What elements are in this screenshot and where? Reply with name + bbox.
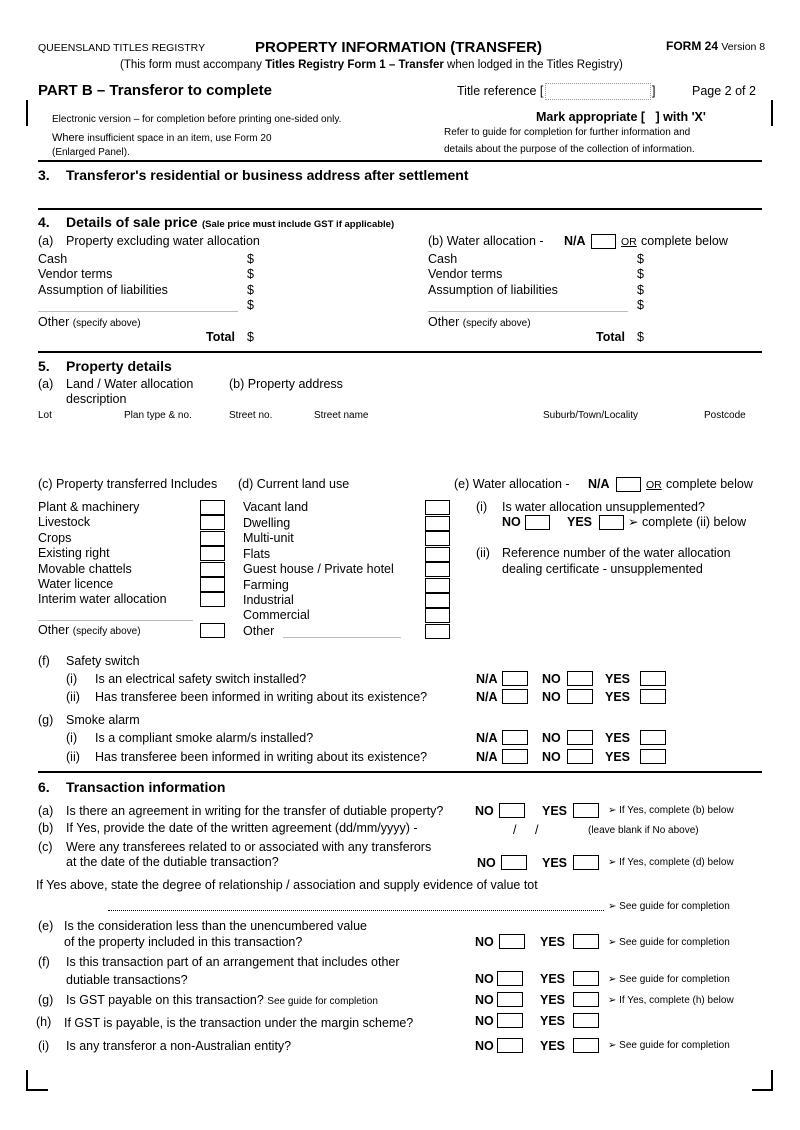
s6h-text: If GST is payable, is the transaction under the margin scheme? [64, 1016, 414, 1030]
s5e-ii-label: (ii) [476, 546, 490, 560]
s5c-item: Existing right [38, 546, 110, 560]
mark-instruction [536, 111, 706, 124]
s4b-specify: (specify above) [462, 318, 531, 329]
s5g-ii-no-label: NO [542, 750, 561, 764]
s4b-or: OR [621, 236, 637, 248]
s6h-no-checkbox[interactable] [497, 1013, 523, 1028]
s4b-complete: complete below [641, 234, 728, 248]
title-reference-label: Title reference [ [457, 84, 544, 98]
subtitle-bold: Titles Registry Form 1 – Transfer [265, 59, 444, 71]
s6b-slash-1: / [513, 823, 517, 837]
section-4-note: (Sale price must include GST if applicable) [201, 219, 395, 230]
s6g-yes-label: YES [540, 993, 566, 1007]
s5c-checkbox[interactable] [200, 500, 225, 515]
s6i-label: (i) [38, 1039, 50, 1053]
s5c-checkbox[interactable] [200, 577, 225, 592]
s5d-checkbox[interactable] [425, 624, 450, 639]
s4a-assumption-dollar: $ [247, 283, 254, 297]
s5e-yes-checkbox[interactable] [599, 515, 624, 530]
s5g-ii-yes-checkbox[interactable] [640, 749, 666, 764]
s5d-item: Flats [243, 547, 271, 561]
s5c-item: Movable chattels [38, 562, 132, 576]
s4a-other-dollar: $ [247, 298, 254, 312]
s5c-checkbox[interactable] [200, 592, 225, 607]
s4b-na: N/A [564, 234, 586, 248]
s5c-item: Water licence [38, 577, 114, 591]
s5g-title: Smoke alarm [66, 713, 140, 727]
divider [38, 160, 762, 162]
s5e-no-checkbox[interactable] [525, 515, 550, 530]
form-subtitle [120, 60, 623, 72]
s6i-no-checkbox[interactable] [497, 1038, 523, 1053]
s6c-label: (c) [38, 840, 53, 854]
divider [38, 351, 762, 353]
s5f-ii-na-label: N/A [476, 690, 498, 704]
s6a-yes-label: YES [542, 804, 568, 818]
s4b-cash-dollar: $ [637, 252, 644, 266]
s5g-ii-no-checkbox[interactable] [567, 749, 593, 764]
guide-note-1: Refer to guide for completion for further information and [444, 127, 691, 138]
col-street-name: Street name [314, 410, 369, 421]
s6g-note: ➢ If Yes, complete (h) below [608, 995, 734, 1006]
divider [38, 771, 762, 773]
s6b-text: If Yes, provide the date of the written agreement (dd/mm/yyyy) - [66, 821, 418, 835]
s4b-other-label [428, 316, 531, 329]
s4b-total-dollar: $ [637, 330, 644, 344]
s5c-specify: (specify above) [72, 626, 141, 637]
s5d-checkbox[interactable] [425, 516, 450, 531]
s6c-note: ➢ If Yes, complete (d) below [608, 857, 734, 868]
s5d-item: Other [243, 624, 275, 638]
s5c-checkbox[interactable] [200, 562, 225, 577]
s5f-i-no-label: NO [542, 672, 561, 686]
s6e-no-label: NO [475, 935, 494, 949]
s5e-na: N/A [588, 477, 610, 491]
s5g-ii-na-label: N/A [476, 750, 498, 764]
s6f-no-label: NO [475, 972, 494, 986]
s5c-checkbox[interactable] [200, 515, 225, 530]
part-heading: PART B – Transferor to complete [38, 82, 272, 99]
s6a-no-checkbox[interactable] [499, 803, 525, 818]
s6h-yes-checkbox[interactable] [573, 1013, 599, 1028]
s5g-ii-label: (ii) [66, 750, 80, 764]
section-5-title: Property details [66, 358, 172, 374]
s5g-ii-na-checkbox[interactable] [502, 749, 528, 764]
s4a-vendor-dollar: $ [247, 267, 254, 281]
s5f-ii-na-checkbox[interactable] [502, 689, 528, 704]
s4b-other-word: Other [428, 315, 460, 329]
s4b-na-checkbox[interactable] [591, 234, 616, 249]
mark-open: Mark appropriate [ [536, 110, 646, 124]
s6b-slash-2: / [535, 823, 539, 837]
s5f-i-na-checkbox[interactable] [502, 671, 528, 686]
s6e-yes-checkbox[interactable] [573, 934, 599, 949]
s5a-text-1: Land / Water allocation [66, 377, 194, 391]
s5d-item: Farming [243, 578, 289, 592]
registry-name: QUEENSLAND TITLES REGISTRY [38, 42, 206, 54]
s6a-label: (a) [38, 804, 54, 818]
s6g-no-checkbox[interactable] [497, 992, 523, 1007]
where-word: Where [52, 132, 85, 144]
section-4-heading [66, 215, 394, 231]
s6a-yes-checkbox[interactable] [573, 803, 599, 818]
s6g-no-label: NO [475, 993, 494, 1007]
s5b-label: (b) Property address [229, 377, 343, 391]
title-reference-close: ] [652, 84, 656, 98]
s5d-item: Commercial [243, 608, 310, 622]
s5e-ii-text-2: dealing certificate - unsupplemented [502, 562, 703, 576]
s6b-note: (leave blank if No above) [588, 825, 699, 836]
s6c-no-label: NO [477, 856, 496, 870]
corner-mark-bottom-left [26, 1070, 50, 1094]
s6i-yes-checkbox[interactable] [573, 1038, 599, 1053]
s4a-label: (a) [38, 234, 54, 248]
mark-close: ] with 'X' [655, 110, 706, 124]
s5c-item: Interim water allocation [38, 592, 167, 606]
s5f-i-no-checkbox[interactable] [567, 671, 593, 686]
s4a-other-word: Other [38, 315, 70, 329]
section-5-number: 5. [38, 358, 50, 374]
s5e-i-label: (i) [476, 500, 488, 514]
subtitle-post: when lodged in the Titles Registry) [443, 59, 623, 71]
s5c-other-checkbox[interactable] [200, 623, 225, 638]
s6a-no-label: NO [475, 804, 494, 818]
s5d-other-underline [283, 637, 401, 638]
s6d-note: ➢ See guide for completion [608, 901, 730, 912]
s4b-label: (b) Water allocation - [428, 234, 544, 248]
s6c-text-1: Were any transferees related to or associated with any transferors [66, 840, 432, 854]
col-lot: Lot [38, 410, 52, 421]
form-version: Version 8 [721, 41, 766, 53]
s5g-i-label: (i) [66, 731, 78, 745]
s4b-assumption-dollar: $ [637, 283, 644, 297]
s6h-label: (h) [36, 1015, 52, 1029]
s6g-question: Is GST payable on this transaction? [66, 993, 264, 1007]
s6f-text-1: Is this transaction part of an arrangement that includes other [66, 955, 400, 969]
s6f-text-2: dutiable transactions? [66, 973, 188, 987]
s5f-ii-yes-checkbox[interactable] [640, 689, 666, 704]
subtitle-pre: (This form must accompany [120, 59, 266, 71]
s5g-i-yes-checkbox[interactable] [640, 730, 666, 745]
insufficient-text: insufficient space in an item, use Form 20 [87, 133, 272, 144]
s5e-complete: complete below [666, 477, 753, 491]
s4a-cash-label: Cash [38, 252, 68, 266]
s5d-checkbox[interactable] [425, 531, 450, 546]
s6g-label: (g) [38, 993, 54, 1007]
s6e-no-checkbox[interactable] [499, 934, 525, 949]
s6f-no-checkbox[interactable] [497, 971, 523, 986]
s5d-checkbox[interactable] [425, 608, 450, 623]
s6a-note: ➢ If Yes, complete (b) below [608, 805, 734, 816]
electronic-note: Electronic version – for completion before printing one-sided only. [52, 114, 342, 125]
s5g-i-na-label: N/A [476, 731, 498, 745]
s6e-yes-label: YES [540, 935, 566, 949]
s6h-yes-label: YES [540, 1014, 566, 1028]
s6c-yes-checkbox[interactable] [573, 855, 599, 870]
s5f-i-text: Is an electrical safety switch installed? [95, 672, 307, 686]
s6b-label: (b) [38, 821, 54, 835]
s6c-text-2: at the date of the dutiable transaction? [66, 855, 279, 869]
s4b-assumption-label: Assumption of liabilities [428, 283, 558, 297]
s6g-yes-checkbox[interactable] [573, 992, 599, 1007]
s4a-cash-dollar: $ [247, 252, 254, 266]
s6c-no-checkbox[interactable] [501, 855, 527, 870]
s5c-other-underline [38, 620, 193, 621]
s6i-note: ➢ See guide for completion [608, 1040, 730, 1051]
s5g-ii-text: Has transferee been informed in writing about its existence? [95, 750, 428, 764]
s5f-ii-no-checkbox[interactable] [567, 689, 593, 704]
s5d-checkbox[interactable] [425, 500, 450, 515]
s5g-i-yes-label: YES [605, 731, 631, 745]
s4b-vendor-label: Vendor terms [428, 267, 503, 281]
s6f-yes-label: YES [540, 972, 566, 986]
s5f-ii-no-label: NO [542, 690, 561, 704]
section-6-title: Transaction information [66, 779, 226, 795]
guide-note-2: details about the purpose of the collection of information. [444, 144, 695, 155]
transferor-address-field[interactable] [38, 186, 758, 204]
s4a-other-underline [38, 311, 238, 312]
s5e-i-text: Is water allocation unsupplemented? [502, 500, 705, 514]
s6i-text: Is any transferor a non-Australian entity? [66, 1039, 292, 1053]
col-suburb: Suburb/Town/Locality [543, 410, 639, 421]
s5c-other-word: Other [38, 623, 70, 637]
s6e-text-2: of the property included in this transaction? [64, 935, 303, 949]
s5f-title: Safety switch [66, 654, 140, 668]
s5c-item: Livestock [38, 515, 91, 529]
s6d-dotted-line [108, 910, 604, 911]
s5d-item: Vacant land [243, 500, 309, 514]
s5f-i-label: (i) [66, 672, 78, 686]
s4b-other-dollar: $ [637, 298, 644, 312]
col-plan: Plan type & no. [124, 410, 192, 421]
s6e-note: ➢ See guide for completion [608, 937, 730, 948]
s5g-i-no-label: NO [542, 731, 561, 745]
section-3-title: Transferor's residential or business address after settlement [66, 167, 469, 183]
s6f-label: (f) [38, 955, 50, 969]
s5g-ii-yes-label: YES [605, 750, 631, 764]
form-number [666, 40, 765, 53]
s5g-label: (g) [38, 713, 54, 727]
s5d-item: Multi-unit [243, 531, 294, 545]
s5d-item: Industrial [243, 593, 294, 607]
insufficient-space-note [52, 133, 272, 144]
s6d-text: If Yes above, state the degree of relationship / association and supply evidence of value tot [36, 878, 538, 892]
s5c-item: Crops [38, 531, 72, 545]
s6i-no-label: NO [475, 1039, 494, 1053]
s5d-checkbox[interactable] [425, 593, 450, 608]
s5a-text-2: description [66, 392, 127, 406]
title-reference-input[interactable] [545, 83, 651, 100]
section-4-number: 4. [38, 214, 50, 230]
s5d-item: Dwelling [243, 516, 291, 530]
s5d-checkbox[interactable] [425, 562, 450, 577]
s4a-assumption-label: Assumption of liabilities [38, 283, 168, 297]
s5d-item: Guest house / Private hotel [243, 562, 394, 576]
s5d-checkbox[interactable] [425, 578, 450, 593]
s5c-checkbox[interactable] [200, 546, 225, 561]
divider [38, 208, 762, 210]
s5f-i-na-label: N/A [476, 672, 498, 686]
s5f-ii-label: (ii) [66, 690, 80, 704]
s5d-checkbox[interactable] [425, 547, 450, 562]
s5e-no-label: NO [502, 515, 521, 529]
s4a-specify: (specify above) [72, 318, 141, 329]
section-6-number: 6. [38, 779, 50, 795]
form-number-text: FORM 24 [666, 39, 719, 53]
s5c-checkbox[interactable] [200, 531, 225, 546]
s5e-label: (e) Water allocation - [454, 477, 570, 491]
s5e-or: OR [646, 479, 662, 491]
s4b-other-underline [428, 311, 628, 312]
col-postcode: Postcode [704, 410, 746, 421]
section-3-number: 3. [38, 167, 50, 183]
s5d-label: (d) Current land use [238, 477, 350, 491]
section-4-title: Details of sale price [66, 214, 198, 230]
s4a-text: Property excluding water allocation [66, 234, 260, 248]
s6e-label: (e) [38, 919, 54, 933]
enlarged-panel-note: (Enlarged Panel). [52, 147, 130, 158]
s4a-vendor-label: Vendor terms [38, 267, 113, 281]
s4a-other-label [38, 316, 141, 329]
s5f-i-yes-label: YES [605, 672, 631, 686]
s4a-total-dollar: $ [247, 330, 254, 344]
s5f-i-yes-checkbox[interactable] [640, 671, 666, 686]
col-street-no: Street no. [229, 410, 273, 421]
s6c-yes-label: YES [542, 856, 568, 870]
s6g-text [66, 994, 378, 1007]
s5g-i-no-checkbox[interactable] [567, 730, 593, 745]
s5g-i-na-checkbox[interactable] [502, 730, 528, 745]
s5g-i-text: Is a compliant smoke alarm/s installed? [95, 731, 314, 745]
s5f-ii-yes-label: YES [605, 690, 631, 704]
s6i-yes-label: YES [540, 1039, 566, 1053]
s6e-text-1: Is the consideration less than the unencumbered value [64, 919, 367, 933]
s5c-other [38, 624, 141, 637]
s5a-label: (a) [38, 377, 54, 391]
page-number: Page 2 of 2 [692, 84, 756, 98]
s4b-total-label: Total [596, 330, 625, 344]
s6a-text: Is there an agreement in writing for the transfer of dutiable property? [66, 804, 444, 818]
corner-mark-bottom-right [750, 1070, 774, 1094]
s5f-label: (f) [38, 654, 50, 668]
s5e-yes-label: YES [567, 515, 593, 529]
s6g-small: See guide for completion [267, 996, 378, 1007]
form-title: PROPERTY INFORMATION (TRANSFER) [255, 39, 542, 56]
s5e-i-complete: ➢ complete (ii) below [628, 515, 747, 529]
s6f-yes-checkbox[interactable] [573, 971, 599, 986]
s5e-ii-text-1: Reference number of the water allocation [502, 546, 731, 560]
s4b-cash-label: Cash [428, 252, 458, 266]
s5f-ii-text: Has transferee been informed in writing about its existence? [95, 690, 428, 704]
s6h-no-label: NO [475, 1014, 494, 1028]
s5c-label: (c) Property transferred Includes [38, 477, 218, 491]
s6f-note: ➢ See guide for completion [608, 974, 730, 985]
corner-mark-top-left [26, 100, 40, 126]
s4b-vendor-dollar: $ [637, 267, 644, 281]
s4a-total-label: Total [206, 330, 235, 344]
s5c-item: Plant & machinery [38, 500, 140, 514]
corner-mark-top-right [762, 100, 776, 126]
s5e-na-checkbox[interactable] [616, 477, 641, 492]
